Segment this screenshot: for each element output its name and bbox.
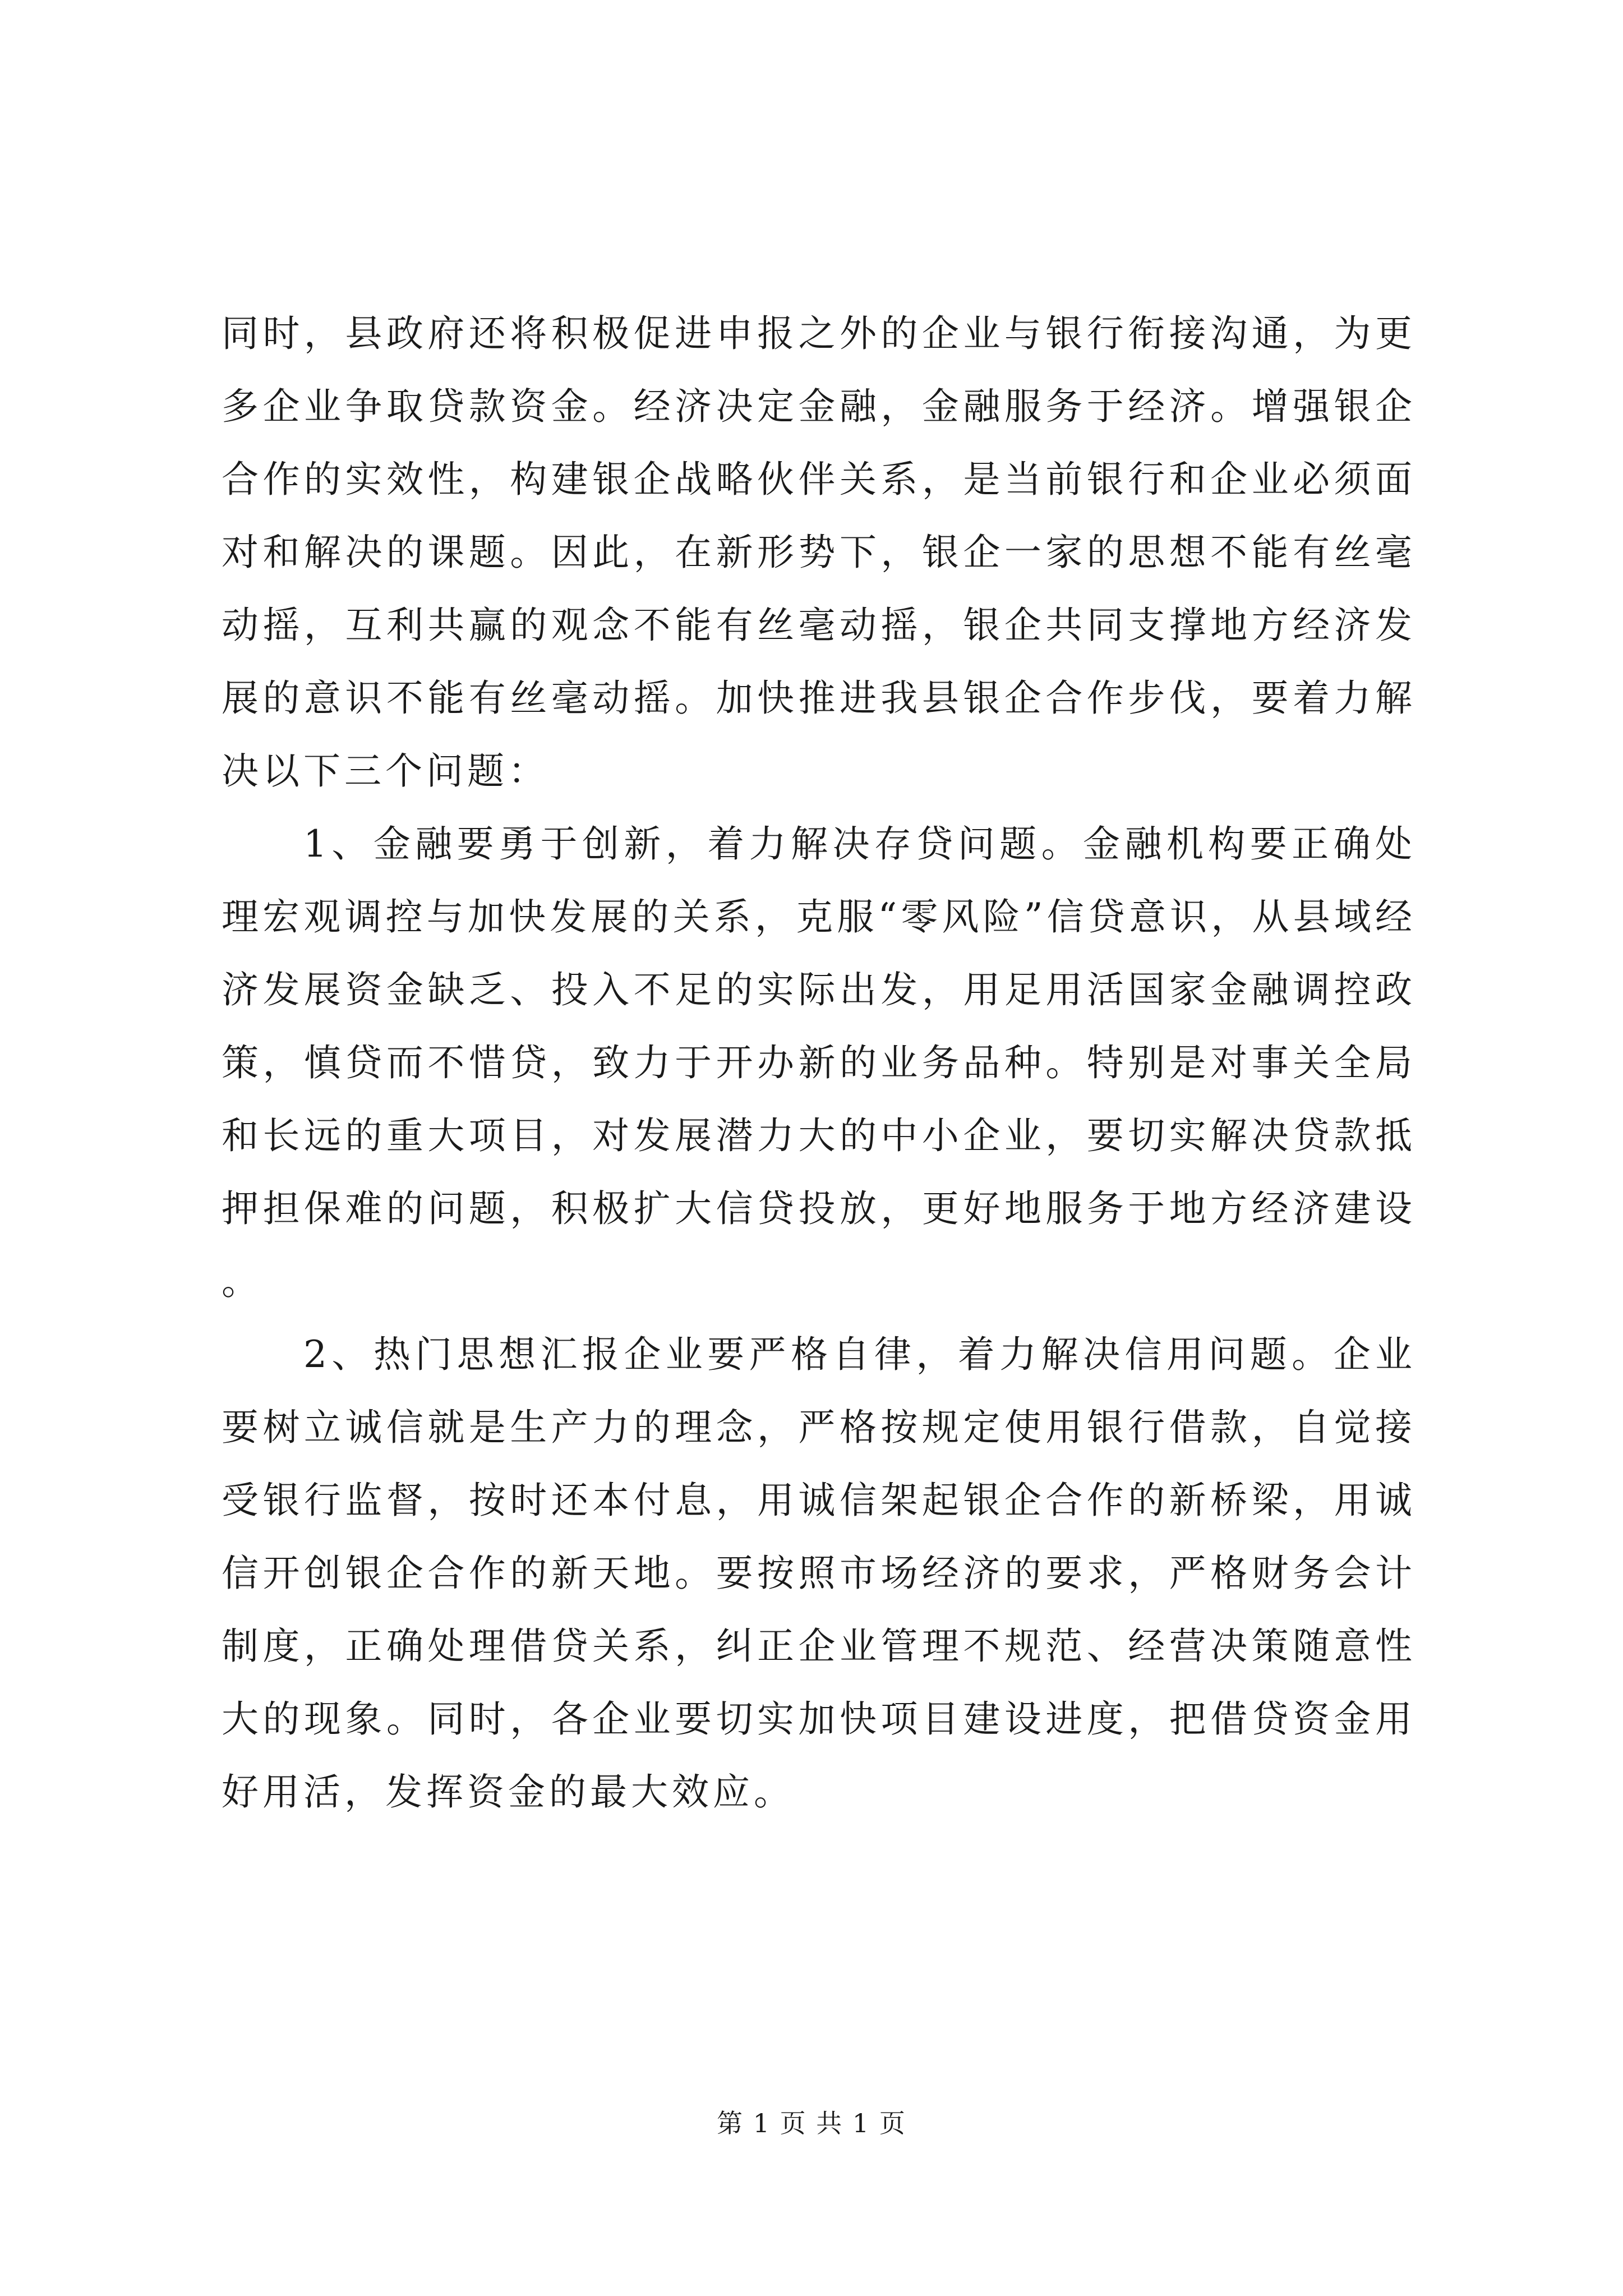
paragraph-point-2: 2、热门思想汇报企业要严格自律，着力解决信用问题。企业要树立诚信就是生产力的理念，严格按规定使用银行借款，自觉接受银行监督，按时还本付息，用诚信架起银企合作的新桥梁，用诚信开创银企合作的新天地。要按照市场经济的要求，严格财务会计制度，正确处理借贷关系，纠正企业管理不规范、经营决策随意性大的现象。同时，各企业要切实加快项目建设进度，把借贷资金用好用活，发挥资金的最大效应。 [222, 1333, 1416, 1814]
page-number-footer: 第 1 页 共 1 页 [717, 2108, 906, 2138]
paragraph-intro: 同时，县政府还将积极促进申报之外的企业与银行衔接沟通，为更多企业争取贷款资金。经济决定金融，金融服务于经济。增强银企合作的实效性，构建银企战略伙伴关系，是当前银行和企业必须面对和解决的课题。因此，在新形势下，银企一家的思想不能有丝毫动摇，互利共赢的观念不能有丝毫动摇，银企共同支撑地方经济发展的意识不能有丝毫动摇。加快推进我县银企合作步伐，要着力解决以下三个问题： [222, 312, 1416, 793]
document-body [222, 297, 1416, 1829]
paragraph-point-1: 1、金融要勇于创新，着力解决存贷问题。金融机构要正确处理宏观调控与加快发展的关系，克服“零风险”信贷意识，从县域经济发展资金缺乏、投入不足的实际出发，用足用活国家金融调控政策，慎贷而不惜贷，致力于开办新的业务品种。特别是对事关全局和长远的重大项目，对发展潜力大的中小企业，要切实解决贷款抵押担保难的问题，积极扩大信贷投放，更好地服务于地方经济建设。 [222, 822, 1416, 1303]
